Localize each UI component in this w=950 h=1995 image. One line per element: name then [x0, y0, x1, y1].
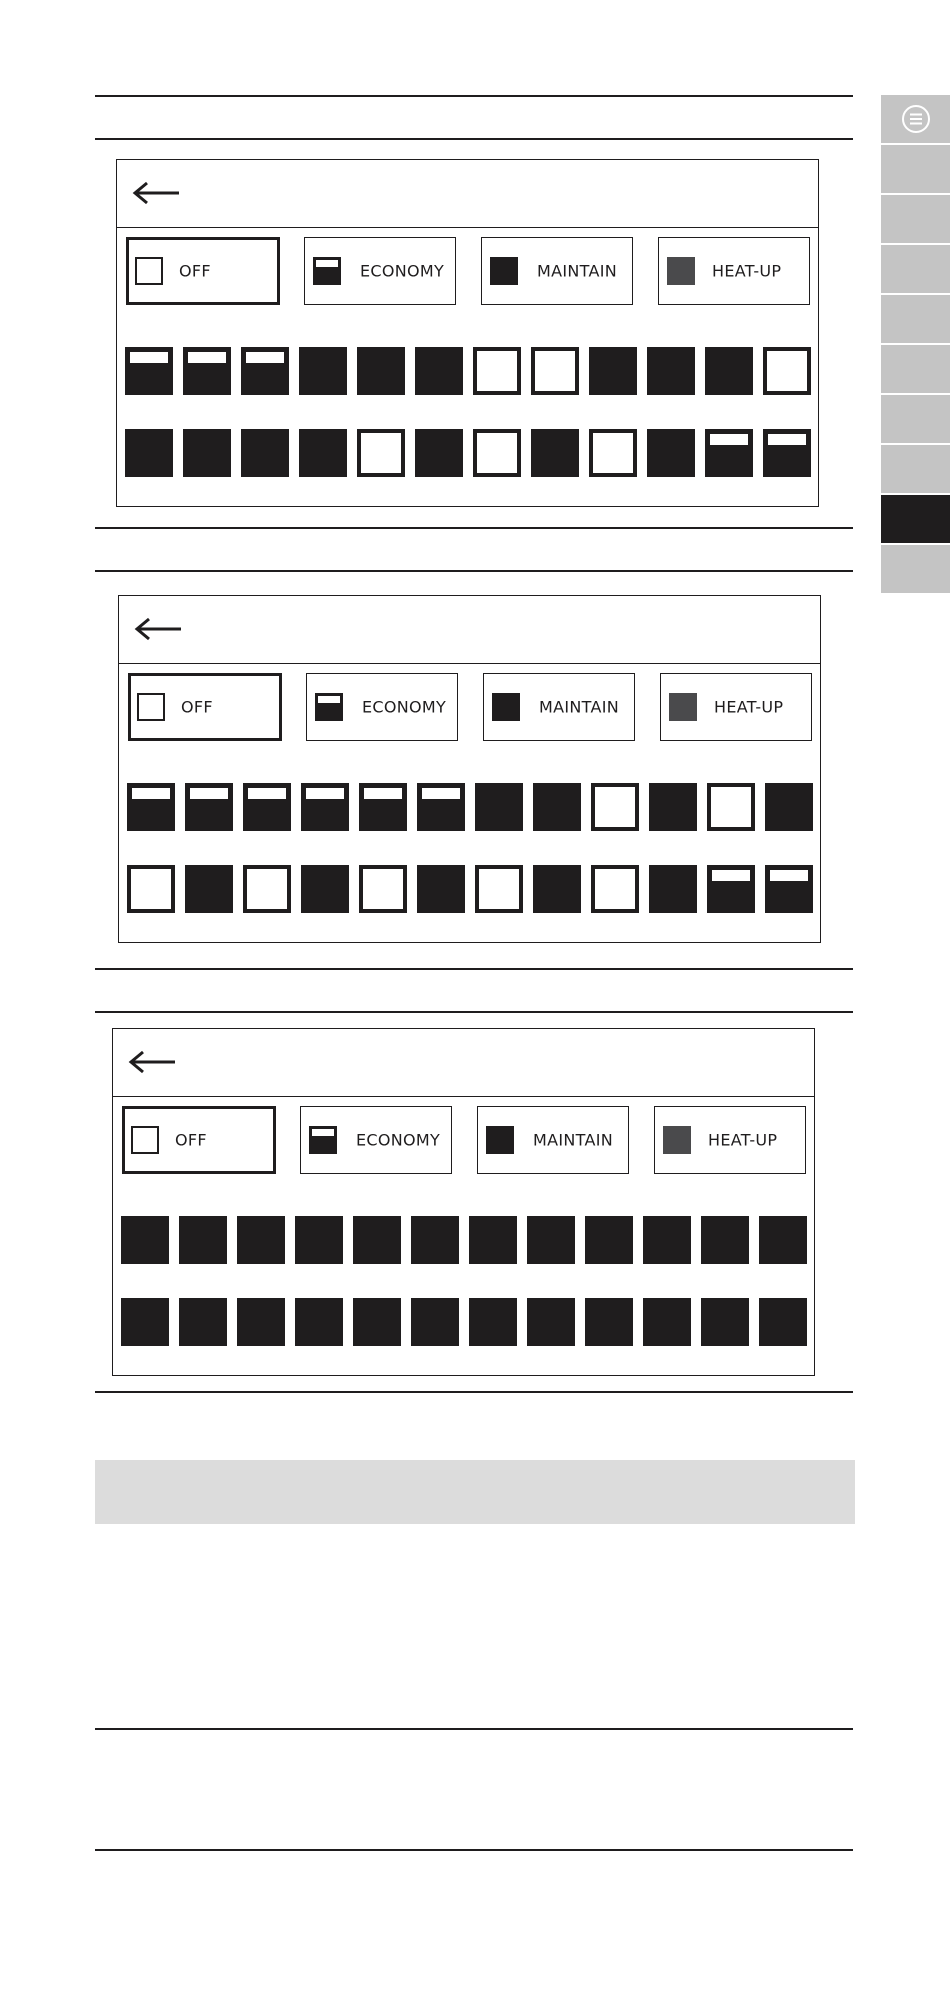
off-mode-icon — [137, 693, 165, 721]
time-slot-maintain[interactable] — [585, 1298, 633, 1346]
divider — [95, 570, 853, 572]
time-slot-maintain[interactable] — [237, 1298, 285, 1346]
time-slot-maintain[interactable] — [299, 347, 347, 395]
divider — [95, 1011, 853, 1013]
mode-label: ECONOMY — [360, 261, 445, 281]
time-slot-maintain[interactable] — [759, 1298, 807, 1346]
time-slot-maintain[interactable] — [585, 1216, 633, 1264]
time-slot-maintain[interactable] — [643, 1298, 691, 1346]
time-slot-maintain[interactable] — [533, 783, 581, 831]
time-slot-economy[interactable] — [359, 783, 407, 831]
time-slot-maintain[interactable] — [647, 429, 695, 477]
divider — [95, 968, 853, 970]
time-slot-maintain[interactable] — [475, 783, 523, 831]
time-slot-maintain[interactable] — [295, 1216, 343, 1264]
time-slot-maintain[interactable] — [301, 865, 349, 913]
scheduler-panel — [118, 595, 821, 943]
heatup-mode-icon — [667, 257, 695, 285]
side-tab-1[interactable] — [881, 95, 950, 143]
maintain-mode-icon — [490, 257, 518, 285]
time-slot-maintain[interactable] — [417, 865, 465, 913]
time-slot-maintain[interactable] — [759, 1216, 807, 1264]
time-slot-off[interactable] — [591, 865, 639, 913]
scheduler-panel — [112, 1028, 815, 1376]
economy-mode-icon — [315, 693, 343, 721]
time-slot-maintain[interactable] — [701, 1216, 749, 1264]
mode-label: OFF — [181, 697, 213, 717]
mode-button-economy[interactable] — [304, 237, 456, 305]
mode-button-economy[interactable] — [306, 673, 458, 741]
time-slot-maintain[interactable] — [241, 429, 289, 477]
time-slot-off[interactable] — [589, 429, 637, 477]
off-mode-icon — [131, 1126, 159, 1154]
mode-button-off[interactable] — [122, 1106, 276, 1174]
divider — [95, 1391, 853, 1393]
time-slot-maintain[interactable] — [185, 865, 233, 913]
divider — [95, 1728, 853, 1730]
back-arrow-icon[interactable] — [131, 178, 181, 208]
mode-button-off[interactable] — [128, 673, 282, 741]
time-slot-maintain[interactable] — [469, 1216, 517, 1264]
time-slot-maintain[interactable] — [527, 1216, 575, 1264]
time-slot-maintain[interactable] — [237, 1216, 285, 1264]
divider — [95, 95, 853, 97]
time-slot-maintain[interactable] — [121, 1216, 169, 1264]
time-slot-off[interactable] — [763, 347, 811, 395]
time-slot-maintain[interactable] — [183, 429, 231, 477]
time-slot-off[interactable] — [243, 865, 291, 913]
time-slot-maintain[interactable] — [469, 1298, 517, 1346]
side-tab-10[interactable] — [881, 545, 950, 593]
off-mode-icon — [135, 257, 163, 285]
panel-header — [117, 160, 818, 228]
time-slot-economy[interactable] — [125, 347, 173, 395]
mode-button-heatup[interactable] — [660, 673, 812, 741]
back-arrow-icon[interactable] — [133, 614, 183, 644]
side-tab-7[interactable] — [881, 395, 950, 443]
time-slot-economy[interactable] — [241, 347, 289, 395]
time-slot-maintain[interactable] — [649, 865, 697, 913]
gray-band — [95, 1460, 855, 1524]
time-slot-maintain[interactable] — [649, 783, 697, 831]
mode-label: HEAT-UP — [714, 697, 784, 717]
time-slot-economy[interactable] — [185, 783, 233, 831]
time-slot-maintain[interactable] — [531, 429, 579, 477]
mode-button-heatup[interactable] — [658, 237, 810, 305]
mode-button-maintain[interactable] — [483, 673, 635, 741]
scheduler-panel — [116, 159, 819, 507]
time-slot-economy[interactable] — [127, 783, 175, 831]
time-slot-off[interactable] — [127, 865, 175, 913]
time-slot-maintain[interactable] — [647, 347, 695, 395]
panel-header — [119, 596, 820, 664]
mode-label: HEAT-UP — [712, 261, 782, 281]
heatup-mode-icon — [663, 1126, 691, 1154]
time-slot-off[interactable] — [473, 429, 521, 477]
mode-button-maintain[interactable] — [481, 237, 633, 305]
time-slot-off[interactable] — [591, 783, 639, 831]
time-slot-off[interactable] — [357, 429, 405, 477]
mode-button-economy[interactable] — [300, 1106, 452, 1174]
divider — [95, 1849, 853, 1851]
side-tab-9[interactable] — [881, 495, 950, 543]
time-slot-maintain[interactable] — [353, 1216, 401, 1264]
time-slot-economy[interactable] — [765, 865, 813, 913]
time-slot-maintain[interactable] — [411, 1216, 459, 1264]
divider — [95, 138, 853, 140]
time-slot-off[interactable] — [475, 865, 523, 913]
time-slot-maintain[interactable] — [415, 429, 463, 477]
mode-label: MAINTAIN — [539, 697, 620, 717]
time-slot-maintain[interactable] — [533, 865, 581, 913]
mode-button-maintain[interactable] — [477, 1106, 629, 1174]
maintain-mode-icon — [492, 693, 520, 721]
time-slot-maintain[interactable] — [705, 347, 753, 395]
time-slot-economy[interactable] — [417, 783, 465, 831]
mode-label: ECONOMY — [356, 1130, 441, 1150]
time-slot-economy[interactable] — [705, 429, 753, 477]
time-slot-maintain[interactable] — [765, 783, 813, 831]
menu-icon — [901, 104, 931, 134]
mode-label: OFF — [179, 261, 211, 281]
side-tab-4[interactable] — [881, 245, 950, 293]
time-slot-maintain[interactable] — [701, 1298, 749, 1346]
mode-label: OFF — [175, 1130, 207, 1150]
time-slot-off[interactable] — [473, 347, 521, 395]
mode-label: HEAT-UP — [708, 1130, 778, 1150]
side-tab-5[interactable] — [881, 295, 950, 343]
time-slot-economy[interactable] — [183, 347, 231, 395]
time-slot-maintain[interactable] — [121, 1298, 169, 1346]
side-tab-2[interactable] — [881, 145, 950, 193]
time-slot-maintain[interactable] — [179, 1216, 227, 1264]
mode-label: ECONOMY — [362, 697, 447, 717]
economy-mode-icon — [309, 1126, 337, 1154]
time-slot-maintain[interactable] — [527, 1298, 575, 1346]
time-slot-maintain[interactable] — [295, 1298, 343, 1346]
side-tab-6[interactable] — [881, 345, 950, 393]
time-slot-maintain[interactable] — [589, 347, 637, 395]
time-slot-maintain[interactable] — [299, 429, 347, 477]
heatup-mode-icon — [669, 693, 697, 721]
back-arrow-icon[interactable] — [127, 1047, 177, 1077]
time-slot-maintain[interactable] — [415, 347, 463, 395]
side-tab-8[interactable] — [881, 445, 950, 493]
time-slot-maintain[interactable] — [353, 1298, 401, 1346]
time-slot-off[interactable] — [707, 783, 755, 831]
time-slot-off[interactable] — [359, 865, 407, 913]
maintain-mode-icon — [486, 1126, 514, 1154]
mode-button-heatup[interactable] — [654, 1106, 806, 1174]
time-slot-off[interactable] — [531, 347, 579, 395]
time-slot-maintain[interactable] — [357, 347, 405, 395]
time-slot-maintain[interactable] — [179, 1298, 227, 1346]
mode-label: MAINTAIN — [533, 1130, 614, 1150]
time-slot-economy[interactable] — [707, 865, 755, 913]
panel-header — [113, 1029, 814, 1097]
time-slot-maintain[interactable] — [643, 1216, 691, 1264]
side-tab-3[interactable] — [881, 195, 950, 243]
time-slot-maintain[interactable] — [411, 1298, 459, 1346]
economy-mode-icon — [313, 257, 341, 285]
time-slot-economy[interactable] — [301, 783, 349, 831]
time-slot-economy[interactable] — [763, 429, 811, 477]
mode-button-off[interactable] — [126, 237, 280, 305]
mode-label: MAINTAIN — [537, 261, 618, 281]
time-slot-maintain[interactable] — [125, 429, 173, 477]
divider — [95, 527, 853, 529]
time-slot-economy[interactable] — [243, 783, 291, 831]
